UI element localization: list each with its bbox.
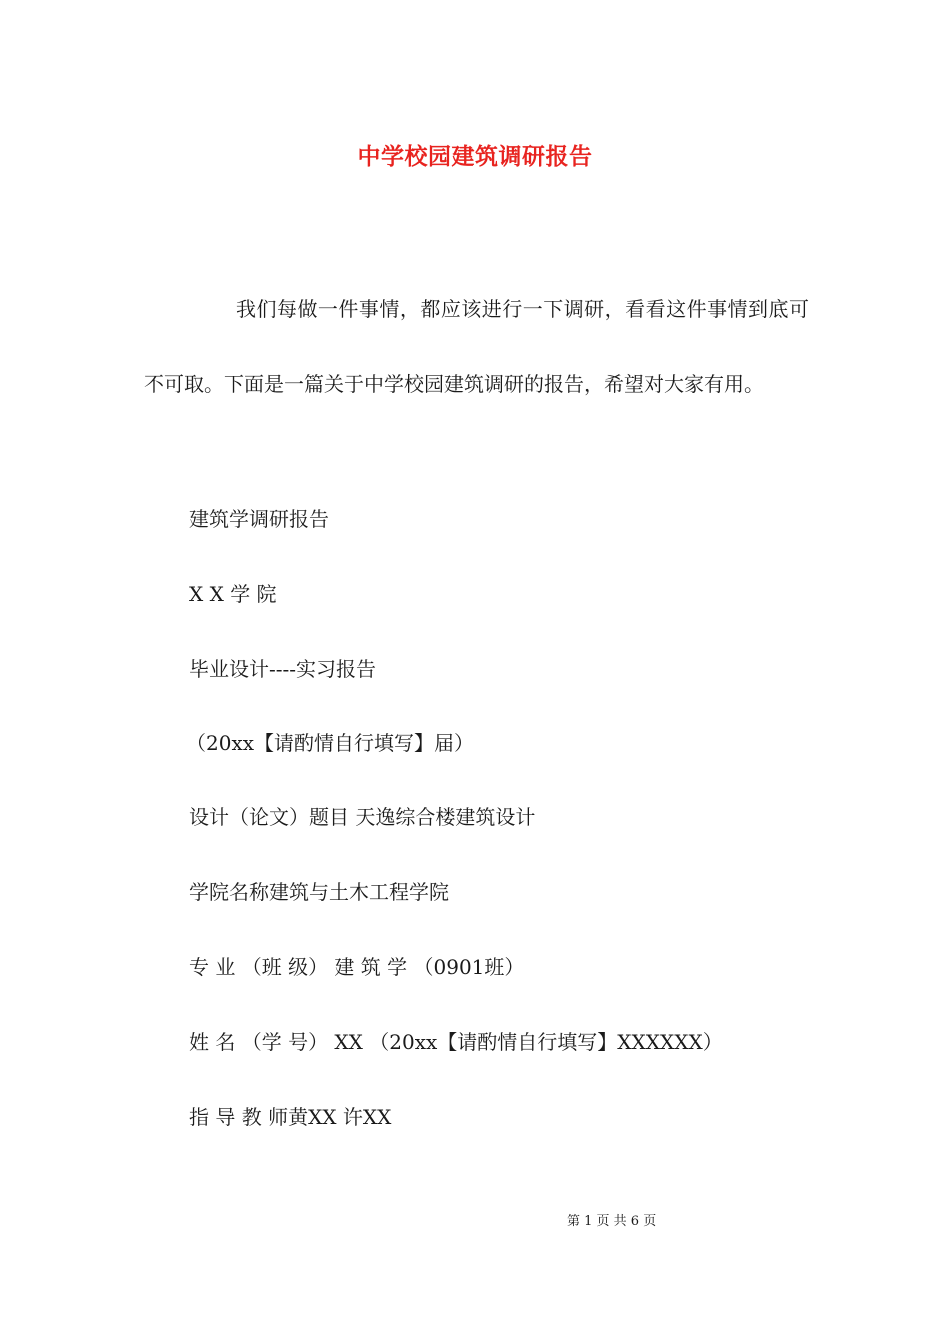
advisor-line: 指 导 教 师黄XX 许XX [189,1105,392,1129]
intro-paragraph [144,272,809,422]
thesis-title-line: 设计（论文）题目 天逸综合楼建筑设计 [189,805,536,829]
session-line: （20xx【请酌情自行填写】届） [186,731,475,755]
page-number-footer: 第 1 页 共 6 页 [567,1214,657,1229]
intro-text: 我们每做一件事情，都应该进行一下调研，看看这件事情到底可不可取。下面是一篇关于中学校园建筑调研的报告，希望对大家有用。 [144,297,809,396]
report-heading-line: 建筑学调研报告 [189,507,329,531]
document-title: 中学校园建筑调研报告 [357,143,593,170]
report-type-line: 毕业设计----实习报告 [189,657,377,681]
student-name-line: 姓 名 （学 号） XX （20xx【请酌情自行填写】XXXXXX） [189,1030,723,1054]
school-name-line: 学院名称建筑与土木工程学院 [189,880,449,904]
college-line: X X 学 院 [189,582,277,606]
major-class-line: 专 业 （班 级） 建 筑 学 （0901班） [189,955,525,979]
